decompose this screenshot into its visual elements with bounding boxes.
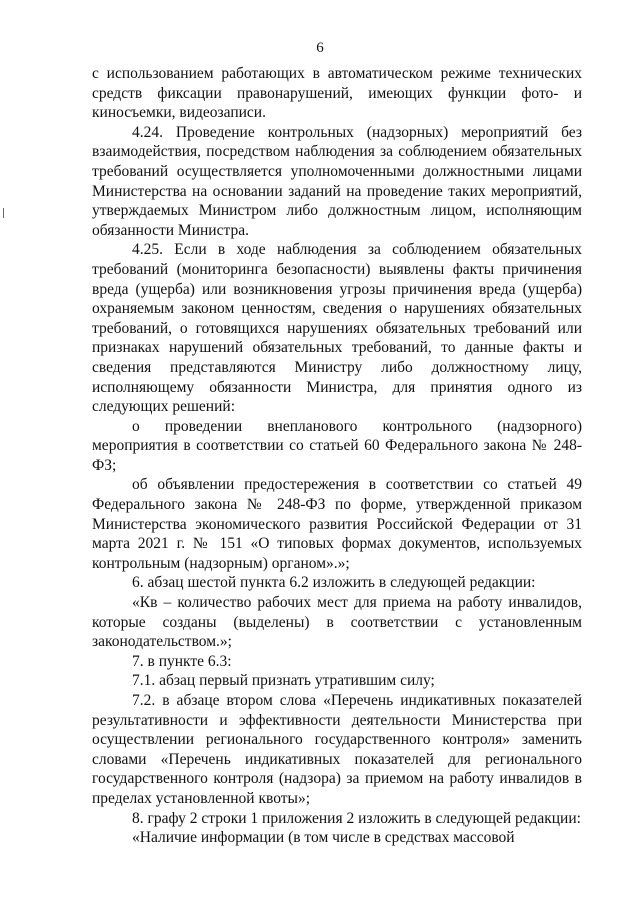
document-body [92,64,582,848]
paragraph-item-7-2: 7.2. в абзаце втором слова «Перечень индикативных показателей результативности и эффективности деятельности Министерства при осуществлении регионального государственного контроля» заменить словами «Перечень индикативных показателей для регионального государственного контроля (надзора) за приемом на работу инвалидов в пределах установленной квоты»; [92,692,582,807]
paragraph-item-7: 7. в пункте 6.3: [132,652,232,670]
paragraph-item-6: 6. абзац шестой пункта 6.2 изложить в следующей редакции: [132,574,536,592]
paragraph-continuation: с использованием работающих в автоматическом режиме технических средств фиксации правонарушений, имеющих функции фото- и киносъемки, видеозаписи. [92,65,582,122]
paragraph-kv-definition: «Кв – количество рабочих мест для приема на работу инвалидов, которые созданы (выделены) в соответствии с установленным законодательством.»; [92,594,582,651]
paragraph-quote-start: «Наличие информации (в том числе в средствах массовой [132,829,515,847]
paragraph-4-24: 4.24. Проведение контрольных (надзорных) мероприятий без взаимодействия, посредством наблюдения за соблюдением обязательных требований осуществляется уполномоченными должностными лицами Министерства на основании заданий на проведение таких мероприятий, утверждаемых Министром либо должностным лицом, исполняющим обязанности Министра. [92,123,582,239]
paragraph-4-25: 4.25. Если в ходе наблюдения за соблюдением обязательных требований (мониторинга безопасности) выявлены факты причинения вреда (ущерба) или возникновения угрозы причинения вреда (ущерба) охраняемым законом ценностям, сведения о нарушениях обязательных требований, о готовящихся нарушениях обязательных требований или признаках нарушений обязательных требований, то данные факты и сведения представляются Министру либо должностному лицу, исполняющему обязанности Министра, для принятия одного из следующих решений: [92,241,582,416]
scan-edge-mark [3,208,4,218]
paragraph-option-inspection: о проведении внепланового контрольного (надзорного) мероприятия в соответствии со статьей 60 Федерального закона № 248-ФЗ; [92,417,582,474]
page-number: 6 [316,40,324,56]
paragraph-option-warning: об объявлении предостережения в соответствии со статьей 49 Федерального закона № 248-ФЗ по форме, утвержденной приказом Министерства экономического развития Российской Федерации от 31 марта 2021 г. № 151 «О типовых формах документов, используемых контрольным (надзорным) органом».»; [92,476,582,572]
paragraph-item-7-1: 7.1. абзац первый признать утратившим силу; [132,672,435,690]
paragraph-item-8: 8. графу 2 строки 1 приложения 2 изложить в следующей редакции: [132,809,581,827]
